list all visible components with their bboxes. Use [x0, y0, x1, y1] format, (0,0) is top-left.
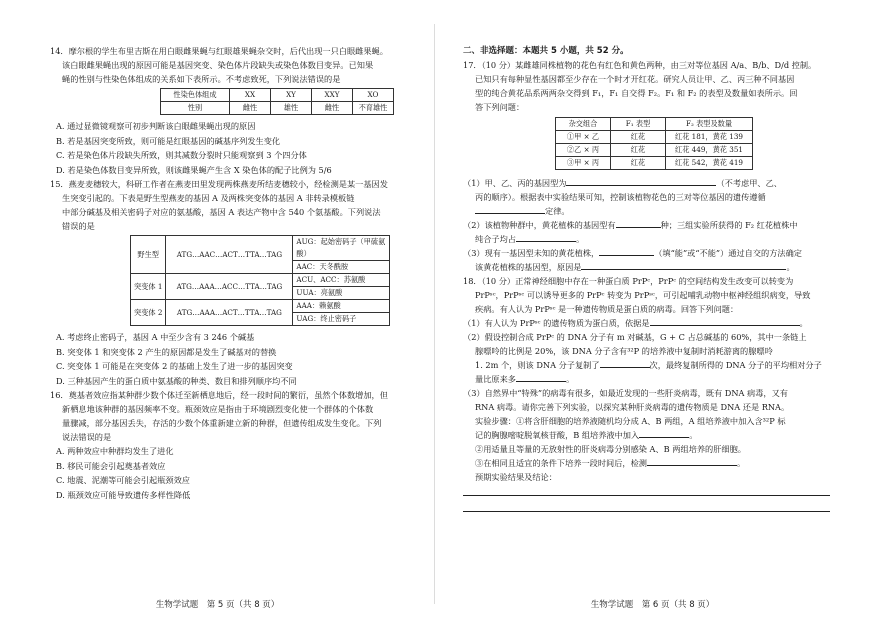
table-cell: ATG…AAA…ACT…TTA…TAG: [166, 300, 293, 326]
table-cell: 不育雄性: [353, 102, 394, 115]
answer-blank[interactable]: [581, 261, 786, 270]
q16-option-a: A. 两种效应中种群均发生了进化: [56, 446, 174, 456]
q18-stem: PrPˢᶜ，PrPˢᶜ 可以诱导更多的 PrPᶜ 转变为 PrPˢᶜ，可引起哺乳动物中枢神经组织病变，导致: [475, 290, 811, 300]
q14-option-d: D. 若是染色体数目变异所致，则该雌果蝇产生含 X 染色体的配子比例为 5/6: [56, 164, 332, 175]
q14-stem: 14．摩尔根的学生布里吉斯在用白眼雌果蝇与红眼雄果蝇杂交时，后代出现一只白眼雌果蝇。: [50, 46, 388, 56]
q18-stem: 疾病。有人认为 PrPˢᶜ 是一种遗传物质是蛋白质的病毒。回答下列问题：: [475, 304, 739, 314]
table-cell: AAC：天冬酰胺: [293, 261, 390, 274]
q17-table: [555, 117, 753, 170]
question-16: [50, 388, 419, 502]
q17-part1: 定律。: [545, 206, 570, 216]
q18-part1: 。: [799, 318, 808, 328]
q18-part2: 1. 2m 个，则该 DNA 分子复制了: [475, 360, 600, 370]
q17-part2: （2）该植物种群中，黄花植株的基因型有: [463, 220, 616, 230]
q18-part3: 。: [689, 430, 698, 440]
table-cell: ACU、ACC：苏氨酸: [293, 274, 390, 287]
answer-line[interactable]: [463, 484, 830, 496]
answer-blank[interactable]: [516, 373, 566, 382]
answer-blank[interactable]: [599, 247, 654, 256]
q17-part2: 。: [575, 234, 585, 244]
q17-stem: 17．（10 分）某雌雄同株植物的花色有红色和黄色两种，由三对等位基因 A/a、B/b、D/d 控制。: [463, 60, 817, 70]
question-15: [50, 177, 419, 388]
table-cell: ATG…AAC…ACT…TTA…TAG: [166, 236, 293, 274]
q18-part3: 预期实验结果及结论：: [475, 472, 557, 482]
table-cell: F₁ 表型: [611, 118, 666, 131]
q18-part3: （3）自然界中“特殊”的病毒有很多，如最近发现的一些肝炎病毒，既有 DNA 病毒，又有: [463, 388, 788, 398]
table-cell: 突变体 2: [131, 300, 166, 326]
table-cell: XO: [353, 89, 394, 102]
question-17: [463, 58, 830, 274]
table-cell: 红花: [611, 131, 666, 144]
table-cell: F₂ 表型及数量: [666, 118, 753, 131]
q17-part3: （填“能”或“不能”）通过自交的方法确定: [654, 248, 802, 258]
table-cell: 红花: [611, 144, 666, 157]
answer-blank[interactable]: [647, 457, 737, 466]
section-title: 二、非选择题：本题共 5 小题，共 52 分。: [463, 46, 629, 56]
table-cell: UUA：亮氨酸: [293, 287, 390, 300]
q16-stem: 新栖息地该种群的基因频率不变。瓶颈效应是指由于环境剧烈变化使一个群体的个体数: [62, 404, 374, 414]
q15-stem: 错误的是: [62, 221, 95, 231]
question-18: [463, 274, 830, 512]
table-cell: 性别: [161, 102, 230, 115]
q14-option-c: C. 若是染色体片段缺失所致，则其减数分裂时只能观察到 3 个四分体: [56, 150, 307, 160]
q18-part2: 次，最终复制所得的 DNA 分子的平均相对分子: [649, 360, 822, 370]
right-page: [435, 0, 870, 630]
q15-option-b: B. 突变体 1 和突变体 2 产生的原因都是发生了碱基对的替换: [56, 346, 277, 357]
q18-part3: 。: [736, 458, 746, 468]
answer-blank[interactable]: [650, 317, 800, 326]
q18-part3: ②用适量且等量的无放射性的肝炎病毒分别感染 A、B 两组培养的肝细胞。: [475, 444, 746, 454]
q15-option-a: A. 考虑终止密码子，基因 A 中至少含有 3 246 个碱基: [56, 332, 255, 342]
table-cell: UAG：终止密码子: [293, 313, 390, 326]
table-cell: 雌性: [230, 102, 271, 115]
table-cell: 突变体 1: [131, 274, 166, 300]
answer-blank[interactable]: [639, 429, 689, 438]
table-cell: 红花 449，黄花 351: [666, 144, 753, 157]
q17-part3: 。: [786, 262, 795, 272]
table-cell: XY: [271, 89, 312, 102]
q16-stem: 16．奠基者效应指某种群少数个体迁至新栖息地后，经一段时间的繁衍，虽然个体数增加，但: [50, 390, 388, 400]
q14-stem: 蝇的性别与性染色体组成的关系如下表所示。不考虑致死，下列说法错误的是: [62, 74, 341, 84]
q16-stem: 说法错误的是: [62, 432, 112, 442]
table-cell: ①甲 × 乙: [556, 131, 611, 144]
question-14: [50, 44, 419, 177]
q17-part3: （3）现有一基因型未知的黄花植株，: [463, 248, 600, 258]
q16-stem: 量骤减，部分基因丢失，存活的少数个体重新建立新的种群，但遗传组成发生变化。下列: [62, 418, 382, 428]
q18-part2: 。: [565, 374, 575, 384]
table-cell: XXY: [312, 89, 353, 102]
q17-stem: 答下列问题：: [475, 102, 525, 112]
q16-option-b: B. 移民可能会引起奠基者效应: [56, 460, 166, 471]
q18-stem: 18．（10 分）正常神经细胞中存在一种蛋白质 PrPᶜ，PrPᶜ 的空间结构发生改变可以转变为: [463, 276, 794, 286]
table-cell: ②乙 × 丙: [556, 144, 611, 157]
table-cell: 雄性: [271, 102, 312, 115]
table-cell: 雌性: [312, 102, 353, 115]
answer-blank[interactable]: [616, 219, 661, 228]
q14-stem: 该白眼雌果蝇出现的原因可能是基因突变、染色体片段缺失或染色体数目变异。已知果: [62, 60, 374, 70]
answer-line[interactable]: [463, 500, 830, 512]
table-cell: 性染色体组成: [161, 89, 230, 102]
answer-blank[interactable]: [475, 205, 545, 214]
q17-part1: （不考虑甲、乙、: [716, 178, 782, 188]
q17-stem: 已知只有每种显性基因都至少存在一个时才开红花。研究人员让甲、乙、丙三种不同基因: [475, 74, 795, 84]
table-cell: XX: [230, 89, 271, 102]
q18-part3: RNA 病毒。请你完善下列实验，以探究某种肝炎病毒的遗传物质是 DNA 还是 RNA。: [475, 402, 790, 412]
q18-part2: 量比原来多: [475, 374, 516, 384]
table-cell: ATG…AAA…ACC…TTA…TAG: [166, 274, 293, 300]
q17-part1: 丙的顺序）。根据表中实验结果可知，控制该植物花色的三对等位基因的遗传遵循: [475, 192, 766, 202]
answer-blank[interactable]: [516, 233, 576, 242]
table-cell: AAA：赖氨酸: [293, 300, 390, 313]
q15-option-c: C. 突变体 1 可能是在突变体 2 的基础上发生了进一步的基因突变: [56, 361, 293, 371]
table-cell: 红花: [611, 157, 666, 170]
q18-part2: 腺嘌呤的比例是 20%，该 DNA 分子含有³²P 的培养液中复制时消耗游离的腺嘌呤: [475, 346, 773, 356]
q14-option-b: B. 若是基因突变所致，则可能是红眼基因的碱基序列发生变化: [56, 135, 281, 146]
table-cell: AUG：起始密码子（甲硫氨酸）: [293, 236, 390, 261]
q16-option-c: C. 地震、泥潮等可能会引起瓶颈效应: [56, 475, 190, 485]
table-cell: 红花 181，黄花 139: [666, 131, 753, 144]
q17-part2: 纯合子均占: [475, 234, 516, 244]
q18-part3: 实验步骤：①将含肝细胞的培养液随机均分成 A、B 两组，A 组培养液中加入含³²P 标: [475, 416, 786, 426]
q15-option-d: D. 三种基因产生的蛋白质中氨基酸的种类、数目和排列顺序均不同: [56, 375, 297, 386]
q16-option-d: D. 瓶颈效应可能导致遗传多样性降低: [56, 489, 191, 500]
q14-option-a: A. 通过显微镜观察可初步判断该白眼雌果蝇出现的原因: [56, 121, 256, 131]
q15-stem: 生突变引起的。下表是野生型燕麦的基因 A 及两株突变体的基因 A 非转录模板链: [62, 193, 355, 203]
table-cell: ③甲 × 丙: [556, 157, 611, 170]
q17-part3: 该黄花植株的基因型，原因是: [475, 262, 582, 272]
answer-blank[interactable]: [566, 177, 716, 186]
page-footer: 生物学试题 第 6 页（共 8 页）: [590, 600, 715, 610]
q15-table: [130, 235, 390, 326]
table-cell: 红花 542，黄花 419: [666, 157, 753, 170]
answer-blank[interactable]: [600, 359, 650, 368]
q17-stem: 型的纯合黄花品系两两杂交得到 F₁，F₁ 自交得 F₂。F₁ 和 F₂ 的表型及数量如表所示。回: [475, 88, 798, 98]
q14-table: [160, 88, 394, 115]
q17-part1: （1）甲、乙、丙的基因型为: [463, 178, 567, 188]
table-cell: 野生型: [131, 236, 166, 274]
q18-part3: ③在相同且适宜的条件下培养一段时间后，检测: [475, 458, 647, 468]
q17-part2: 种；三组实验所获得的 F₂ 红花植株中: [660, 220, 798, 230]
page-footer: 生物学试题 第 5 页（共 8 页）: [155, 600, 280, 610]
table-cell: 杂交组合: [556, 118, 611, 131]
q18-part3: 记的胸腺嘧啶脱氧核苷酸，B 组培养液中加入: [475, 430, 640, 440]
q18-part1: （1）有人认为 PrPˢᶜ 的遗传物质为蛋白质，依据是: [463, 318, 650, 328]
q15-stem: 中部分碱基及相关密码子对应的氨基酸，基因 A 表达产物中含 540 个氨基酸。下列说法: [62, 207, 381, 217]
q15-stem: 15．燕麦麦穗较大，科研工作者在燕麦田里发现两株燕麦所结麦穗较小，经检测是某一基因发: [50, 179, 388, 189]
q18-part2: （2）假设控制合成 PrPᶜ 的 DNA 分子有 m 对碱基，G + C 占总碱基的 60%，其中一条链上: [463, 332, 807, 342]
